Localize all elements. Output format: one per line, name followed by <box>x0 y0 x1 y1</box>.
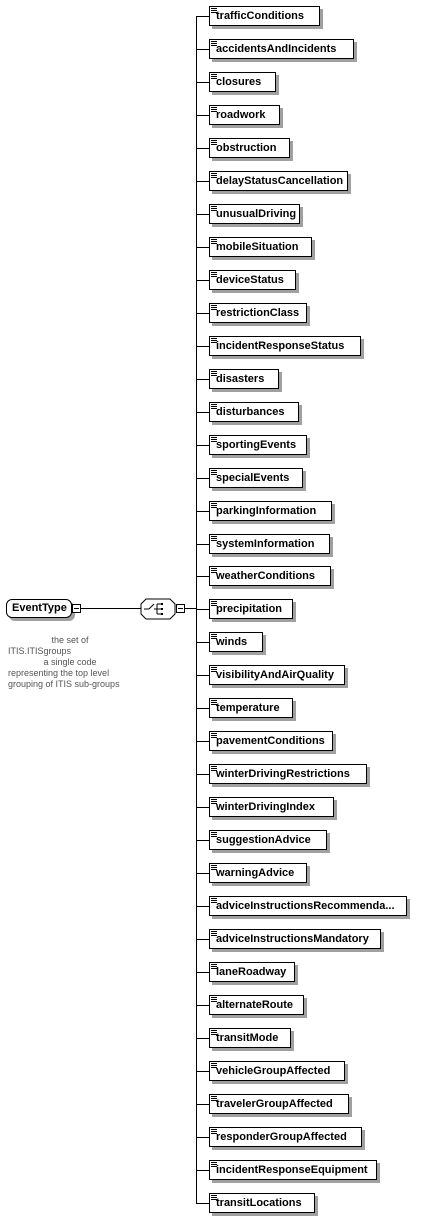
annotation-line: grouping of ITIS sub-groups <box>8 679 120 689</box>
child-element-box[interactable] <box>209 105 280 125</box>
child-connector-line <box>196 576 209 577</box>
child-element-label: incidentResponseEquipment <box>216 1164 368 1176</box>
compositor-connector-line <box>185 608 196 609</box>
child-connector-line <box>196 741 209 742</box>
child-element-box[interactable] <box>209 138 290 158</box>
child-connector-line <box>196 115 209 116</box>
child-element-label: adviceInstructionsRecommenda... <box>216 900 395 912</box>
child-element-label: roadwork <box>216 109 266 121</box>
child-element-label: transitMode <box>216 1032 279 1044</box>
root-collapse-icon[interactable] <box>72 604 81 613</box>
child-element-label: restrictionClass <box>216 307 300 319</box>
child-element-label: winterDrivingRestrictions <box>216 768 350 780</box>
child-element-box[interactable] <box>209 929 381 949</box>
child-element-box[interactable] <box>209 237 312 257</box>
child-element-label: precipitation <box>216 603 283 615</box>
child-connector-line <box>196 675 209 676</box>
child-connector-line <box>196 873 209 874</box>
child-element-label: laneRoadway <box>216 966 287 978</box>
child-element-box[interactable] <box>209 501 332 521</box>
child-element-label: travelerGroupAffected <box>216 1098 333 1110</box>
child-element-box[interactable] <box>209 6 320 26</box>
child-element-box[interactable] <box>209 1160 377 1180</box>
child-element-label: responderGroupAffected <box>216 1131 347 1143</box>
child-connector-line <box>196 412 209 413</box>
child-connector-line <box>196 807 209 808</box>
child-connector-line <box>196 82 209 83</box>
child-element-label: delayStatusCancellation <box>216 175 344 187</box>
child-element-box[interactable] <box>209 468 303 488</box>
child-connector-line <box>196 247 209 248</box>
child-element-box[interactable] <box>209 534 330 554</box>
child-element-label: visibilityAndAirQuality <box>216 669 334 681</box>
annotation-line: representing the top level <box>8 668 110 678</box>
child-connector-line <box>196 939 209 940</box>
child-connector-line <box>196 1203 209 1204</box>
child-element-box[interactable] <box>209 435 307 455</box>
child-connector-line <box>196 1170 209 1171</box>
child-element-label: specialEvents <box>216 472 290 484</box>
child-element-label: weatherConditions <box>216 570 316 582</box>
child-connector-line <box>196 840 209 841</box>
child-element-label: incidentResponseStatus <box>216 340 345 352</box>
child-element-box[interactable] <box>209 336 361 356</box>
child-element-box[interactable] <box>209 369 279 389</box>
child-connector-line <box>196 544 209 545</box>
root-annotation <box>8 635 132 690</box>
child-element-box[interactable] <box>209 171 348 191</box>
child-element-label: alternateRoute <box>216 999 294 1011</box>
child-element-label: vehicleGroupAffected <box>216 1065 331 1077</box>
child-element-box[interactable] <box>209 204 300 224</box>
child-element-box[interactable] <box>209 632 263 652</box>
child-connector-line <box>196 346 209 347</box>
root-element-label: EventType <box>12 602 67 614</box>
child-element-box[interactable] <box>209 303 307 323</box>
child-element-label: accidentsAndIncidents <box>216 43 337 55</box>
child-connector-line <box>196 148 209 149</box>
child-element-label: systemInformation <box>216 538 315 550</box>
child-connector-line <box>196 972 209 973</box>
child-element-box[interactable] <box>209 764 367 784</box>
child-connector-line <box>196 774 209 775</box>
annotation-line: a single code <box>43 657 97 667</box>
child-connector-line <box>196 1038 209 1039</box>
child-element-label: pavementConditions <box>216 735 325 747</box>
child-element-box[interactable] <box>209 566 331 586</box>
child-element-box[interactable] <box>209 896 407 916</box>
child-connector-line <box>196 379 209 380</box>
child-element-label: winterDrivingIndex <box>216 801 316 813</box>
child-element-label: sportingEvents <box>216 439 297 451</box>
child-element-box[interactable] <box>209 1028 291 1048</box>
child-connector-line <box>196 181 209 182</box>
child-element-box[interactable] <box>209 402 299 422</box>
child-element-box[interactable] <box>209 270 296 290</box>
child-connector-line <box>196 313 209 314</box>
child-element-box[interactable] <box>209 797 334 817</box>
child-element-label: transitLocations <box>216 1197 302 1209</box>
child-element-box[interactable] <box>209 731 333 751</box>
child-element-label: suggestionAdvice <box>216 834 311 846</box>
child-element-label: mobileSituation <box>216 241 299 253</box>
annotation-line: ITIS.ITISgroups <box>8 646 72 656</box>
child-element-box[interactable] <box>209 39 354 59</box>
child-connector-line <box>196 1104 209 1105</box>
child-element-label: warningAdvice <box>216 867 295 879</box>
child-element-label: deviceStatus <box>216 274 284 286</box>
child-connector-line <box>196 511 209 512</box>
child-connector-line <box>196 214 209 215</box>
compositor-collapse-icon[interactable] <box>176 604 185 613</box>
child-element-label: adviceInstructionsMandatory <box>216 933 369 945</box>
root-connector-line <box>81 608 141 609</box>
child-element-box[interactable] <box>209 599 293 619</box>
child-element-box[interactable] <box>209 830 327 850</box>
child-element-label: disasters <box>216 373 265 385</box>
child-element-box[interactable] <box>209 1127 362 1147</box>
child-element-label: unusualDriving <box>216 208 297 220</box>
child-element-label: temperature <box>216 702 280 714</box>
child-connector-line <box>196 1005 209 1006</box>
child-element-box[interactable] <box>209 1061 345 1081</box>
child-element-label: obstruction <box>216 142 277 154</box>
child-element-box[interactable] <box>209 1094 349 1114</box>
child-connector-line <box>196 1137 209 1138</box>
child-element-box[interactable] <box>209 962 295 982</box>
child-element-box[interactable] <box>209 72 276 92</box>
child-connector-line <box>196 16 209 17</box>
child-connector-line <box>196 445 209 446</box>
child-element-label: closures <box>216 76 262 88</box>
child-element-box[interactable] <box>209 1193 315 1213</box>
child-connector-line <box>196 642 209 643</box>
child-element-box[interactable] <box>209 863 307 883</box>
child-connector-line <box>196 49 209 50</box>
child-element-label: parkingInformation <box>216 505 317 517</box>
choice-compositor-icon[interactable] <box>140 598 176 620</box>
child-connector-line <box>196 1071 209 1072</box>
child-element-box[interactable] <box>209 665 345 685</box>
child-connector-line <box>196 609 209 610</box>
child-element-box[interactable] <box>209 995 304 1015</box>
root-element-box[interactable] <box>6 599 72 618</box>
child-element-label: winds <box>216 636 248 648</box>
choice-vertical-connector <box>196 16 197 1203</box>
child-element-box[interactable] <box>209 698 293 718</box>
annotation-line: the set of <box>51 635 89 645</box>
child-connector-line <box>196 478 209 479</box>
child-connector-line <box>196 280 209 281</box>
child-connector-line <box>196 906 209 907</box>
child-element-label: trafficConditions <box>216 10 304 22</box>
child-element-label: disturbances <box>216 406 285 418</box>
child-connector-line <box>196 708 209 709</box>
